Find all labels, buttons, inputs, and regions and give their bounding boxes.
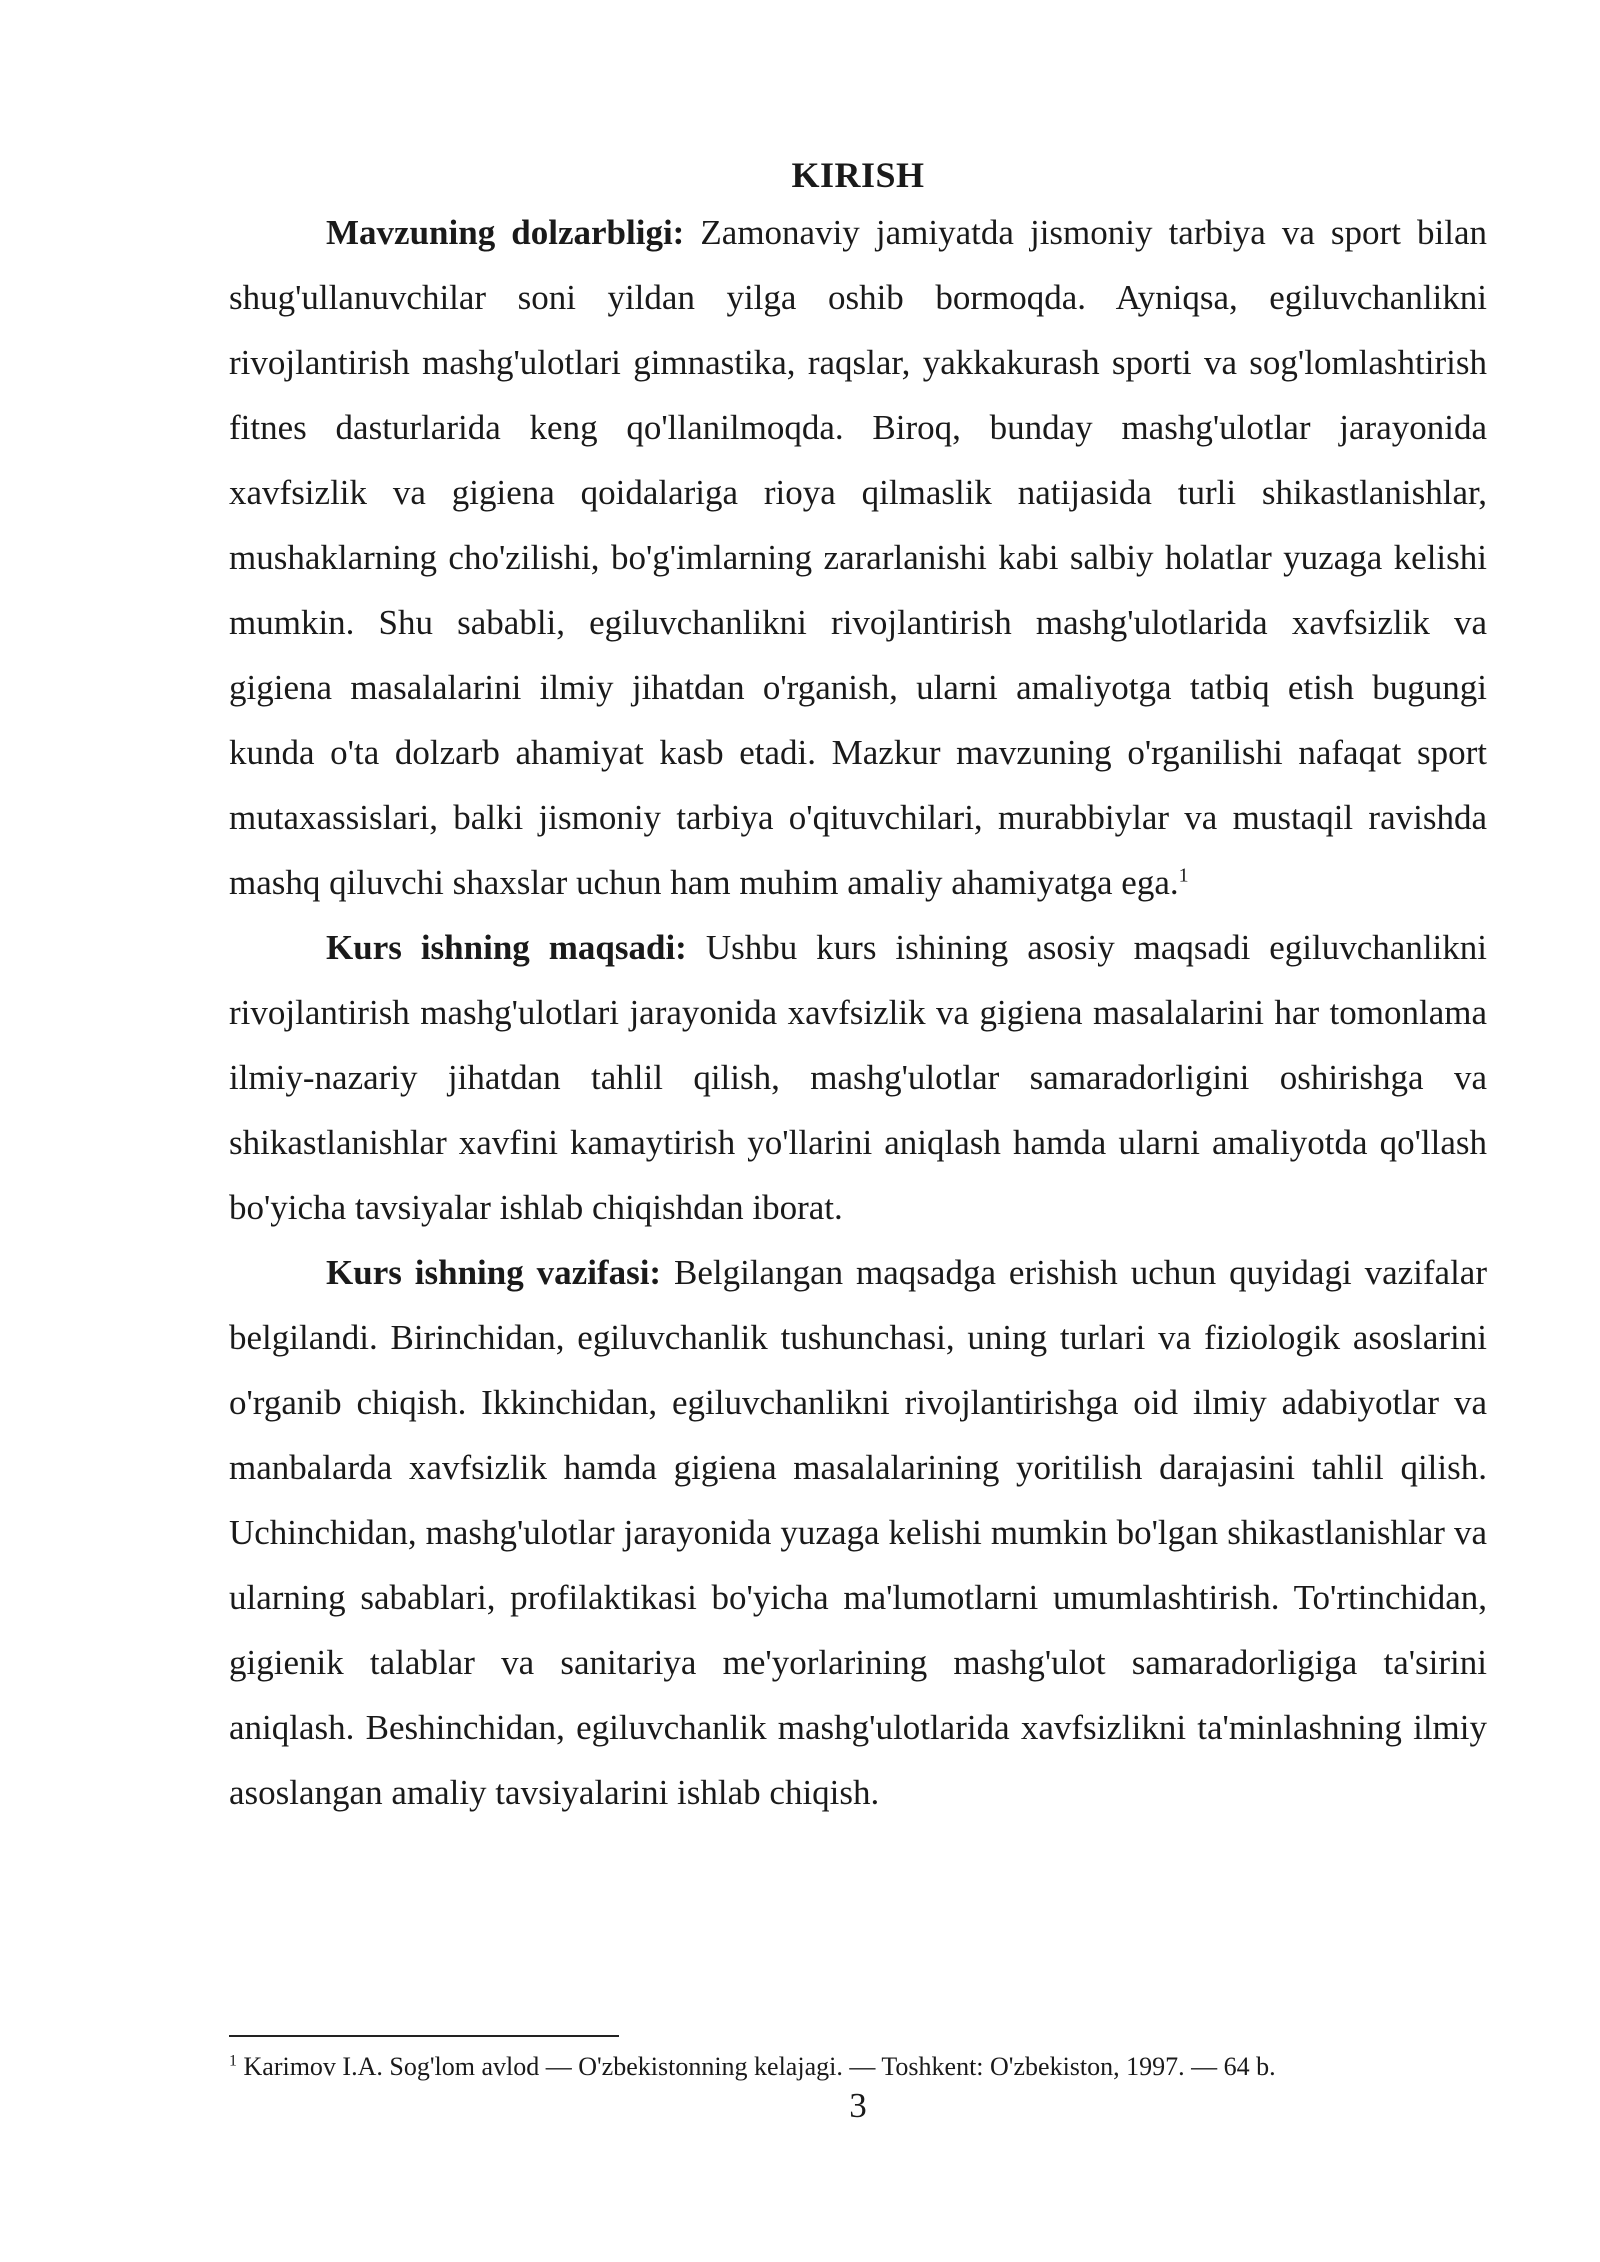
paragraph-lead: Kurs ishning maqsadi: (326, 928, 687, 967)
footnote-reference[interactable]: 1 (1178, 864, 1189, 887)
footnote-text: Karimov I.A. Sog'lom avlod — O'zbekistonning kelajagi. — Toshkent: O'zbekiston, 1997. — 64 b. (237, 2052, 1276, 2081)
paragraph-relevance (229, 200, 1487, 915)
paragraph-tasks (229, 1240, 1487, 1825)
footnote-marker: 1 (229, 2052, 237, 2070)
footnote-divider (229, 2035, 619, 2037)
paragraph-goal (229, 915, 1487, 1240)
paragraph-lead: Kurs ishning vazifasi: (326, 1253, 662, 1292)
paragraph-text: Belgilangan maqsadga erishish uchun quyidagi vazifalar belgilandi. Birinchidan, egiluvchanlik tushunchasi, uning turlari va fiziologik asoslarini o'rganib chiqish. Ikkinchidan, egiluvchanlikni rivojlantirishga oid ilmiy adabiyotlar va manbalarda xavfsizlik hamda gigiena masalalarining yoritilish darajasini tahlil qilish. Uchinchidan, mashg'ulotlar jarayonida yuzaga kelishi mumkin bo'lgan shikastlanishlar va ularning sabablari, profilaktikasi bo'yicha ma'lumotlarni umumlashtirish. To'rtinchidan, gigienik talablar va sanitariya me'yorlarining mashg'ulot samaradorligiga ta'sirini aniqlash. Beshinchidan, egiluvchanlik mashg'ulotlarida xavfsizlikni ta'minlashning ilmiy asoslangan amaliy tavsiyalarini ishlab chiqish. (229, 1253, 1487, 1812)
footnote (229, 2050, 1487, 2084)
page-number: 3 (849, 2086, 867, 2125)
page-title: KIRISH (791, 155, 925, 195)
paragraph-lead: Mavzuning dolzarbligi: (326, 213, 685, 252)
paragraph-text: Ushbu kurs ishining asosiy maqsadi egiluvchanlikni rivojlantirish mashg'ulotlari jarayonida xavfsizlik va gigiena masalalarini har tomonlama ilmiy-nazariy jihatdan tahlil qilish, mashg'ulotlar samaradorligini oshirishga va shikastlanishlar xavfini kamaytirish yo'llarini aniqlash hamda ularni amaliyotda qo'llash bo'yicha tavsiyalar ishlab chiqishdan iborat. (229, 928, 1487, 1227)
page-body (229, 150, 1487, 1825)
paragraph-text: Zamonaviy jamiyatda jismoniy tarbiya va sport bilan shug'ullanuvchilar soni yildan yilga oshib bormoqda. Ayniqsa, egiluvchanlikni rivojlantirish mashg'ulotlari gimnastika, raqslar, yakkakurash sporti va sog'lomlashtirish fitnes dasturlarida keng qo'llanilmoqda. Biroq, bunday mashg'ulotlar jarayonida xavfsizlik va gigiena qoidalariga rioya qilmaslik natijasida turli shikastlanishlar, mushaklarning cho'zilishi, bo'g'imlarning zararlanishi kabi salbiy holatlar yuzaga kelishi mumkin. Shu sababli, egiluvchanlikni rivojlantirish mashg'ulotlarida xavfsizlik va gigiena masalalarini ilmiy jihatdan o'rganish, ularni amaliyotga tatbiq etish bugungi kunda o'ta dolzarb ahamiyat kasb etadi. Mazkur mavzuning o'rganilishi nafaqat sport mutaxassislari, balki jismoniy tarbiya o'qituvchilari, murabbiylar va mustaqil ravishda mashq qiluvchi shaxslar uchun ham muhim amaliy ahamiyatga ega. (229, 213, 1487, 902)
